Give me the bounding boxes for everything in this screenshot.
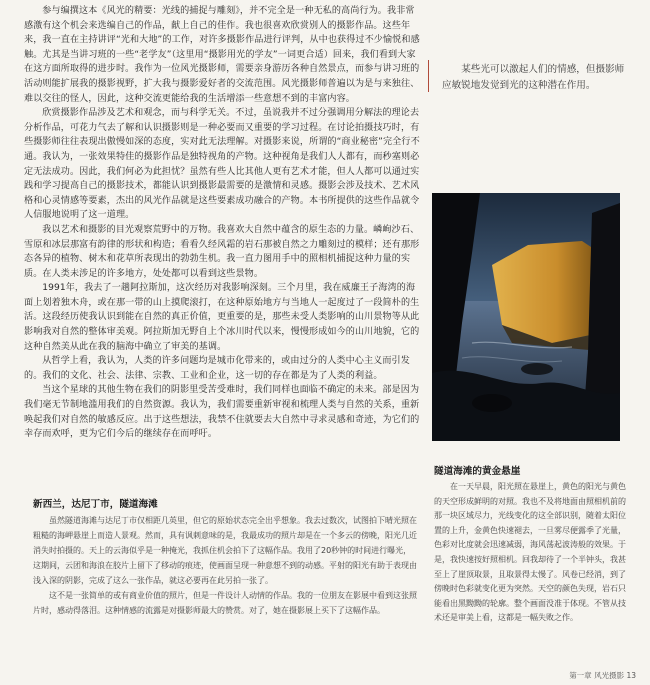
caption-title: 隧道海滩的黄金悬崖 [434, 466, 521, 477]
main-text-column [24, 4, 422, 442]
section-title: 新西兰，达尼丁市，隧道海滩 [33, 499, 158, 510]
main-paragraph-1: 参与编撰这本《风光的精要：光线的捕捉与雕刻》，并不完全是一种无私的高尚行为。我非常感激有这个机会来选编自己的作品，献上自己的佳作。我也很喜欢欣赏别人的摄影作品。这些年来，我一直在主持讲评“光和大地”的工作，对许多摄影作品进行评判，从中也获得过不少愉悦和感触。尤其是当讲习班的一些“老学友”（这里用“摄影用光的学友”一词更合适）回来，我们看到大家在这方面所取得的进步时。我作为一位风光摄影师，需要亲身游历各种自然景点，而参与讲习班的活动则能扩展我的摄影视野，扩大我与摄影爱好者的交流范围。风光摄影师普遍以为是与来独往、难以交往的怪人，因此，这种交流更能给我的生活增添一些意想不到的丰富内容。 [24, 6, 420, 104]
main-paragraph-4: 1991年，我去了一趟阿拉斯加，这次经历对我影响深刻。三个月里，我在威廉王子海湾的海面上划着独木舟，或在那一带的山上摸爬滚打，在这种原始地方与当地人一起度过了一段简朴的生活。这段经历使我认识到能在自然的真正价值，更重要的是，那些未受人类影响的山川景物等从此影响我对自然的整体审美观。阿拉斯加无野自上个冰川时代以来，慢慢形成如今的山川地貌，它的这种自然美从此在我的脑海中确立了审美的基调。 [24, 283, 420, 352]
pull-quote-rule [428, 60, 429, 92]
section-paragraph-1: 虽然隧道海滩与达尼丁市仅相距几英里，但它的原始状态完全出乎想象。我去过数次，试图拍下晴光照在粗糙的海岬悬崖上而造人景观。然而，具有讽刺意味的是，我最成功的照片却是在一个多云的傍晚，阳光几近消失时拍摄的。天上的云海似乎是一种掩光，我抓住机会拍下了这幅作品。我用了20秒钟的时间进行曝光，这期间，云团和海浪在胶片上留下了移动的痕迹，使画面呈现一种意想不到的动感。平射的阳光有助于表现由浅入深的阴影，完成了这么一张作品，就这必要再在此另拍一张了。 [33, 516, 417, 585]
cliff-photo-illustration [432, 193, 620, 441]
caption-body: 在一天早晨，阳光照在悬崖上，黄色的阳光与黄色的天空形成鲜明的对照。我也不及将地面由照相机前的那一块区域尽力，光线变化的这全部识别，随着太阳位置的上升，金黄色快速褪去，一旦雾尽便露季了光量，色彩对比度就会迅速减弱，海风荡起波涛般的效果。于是，我快速按好照相机。回我却待了一个半钟头，我甚至上了崖顶取景，且取景得太慢了。风卷已经消，到了傍晚时色彩就变化更为突然。天空的颜色失现，岩石只能看出黑黝黝的轮廓。整个画面没准于体现。不管从技术还是审美上看，这都是一幅失败之作。 [434, 482, 626, 623]
main-paragraph-5: 从哲学上看，我认为，人类的许多问题均是城市化带来的，或由过分的人类中心主义而引发的。我们的文化、社会、法律、宗教、工业和企业，这一切的存在都是为了人类的利益。 [24, 356, 410, 381]
cliff-photo [432, 193, 620, 441]
pull-quote: 某些光可以激起人们的情感，但摄影师应敏锐地发觉到光的这种潜在作用。 [442, 64, 625, 91]
page-folio: 第一章 风光摄影 13 [569, 671, 636, 680]
main-paragraph-3: 我以艺术和摄影的目光观察荒野中的万物。我喜欢大自然中蕴含的原生态的力量。嶙峋沙石、雪原和冰层那富有韵律的形状和构造；看看久经风霜的岩石那被自然之力雕刻过的模样；还有那形态各异的植物、树木和花草所表现出的勃勃生机。我一直力图用手中的照相机捕捉这种力量的实质。在人类未涉足的许多地方，处处都可以看到这些景物。 [24, 224, 420, 279]
section-body [33, 513, 419, 618]
main-paragraph-2: 欣赏摄影作品涉及艺术和观念，而与科学无关。不过，虽说我并不过分强调用分解法的理论去分析作品，可花力气去了解和认识摄影则是一种必要而又重要的学习过程。在讨论拍摄技巧时，有些摄影师往往表现出傲慢如深的态度，实对此无法理解。对摄影来说，所谓的“商业秘密”完全行不通。我认为，一张效果特佳的摄影作品是独特视角的产物。这种视角是我们人人都有，而秒塞则必定无法成功。因此，我们何必为此担忧？虽然有些人比其他人更有艺术才能，但人人都可以通过实践和学习提高自己的摄影技术，都能认识到摄影最需要的是激情和灵感。摄影会涉及技术、艺术风格和心灵情感等要素，杰出的风光作品就是这些要素成功融合的产物。本书所提供的这些作品就令人信服地说明了这一道理。 [24, 108, 420, 221]
section-paragraph-2: 这不是一张简单的或有商业价值的照片，但是一件设计人动情的作品。我的一位朋友在影展中看到这张照片时，感动得落泪。这种情感的流露是对摄影师最大的赞赏。对了，她在摄影展上买下了这幅作品。 [33, 591, 417, 615]
main-paragraph-6: 当这个星球的其他生物在我们的阴影里受苦受难时，我们同样也面临不确定的未来。部是因为我们毫无节制地滥用我们的自然资源。我认为，我们需要重新审视和梳理人类与自然的关系，重新唤起我们对自然的敏感反应。出于这些想法，我禁不住就要去大自然中寻求灵感和奇迹，为它们的幸存而欢呼，更为它们今后的继续存在而呼吁。 [24, 385, 420, 440]
